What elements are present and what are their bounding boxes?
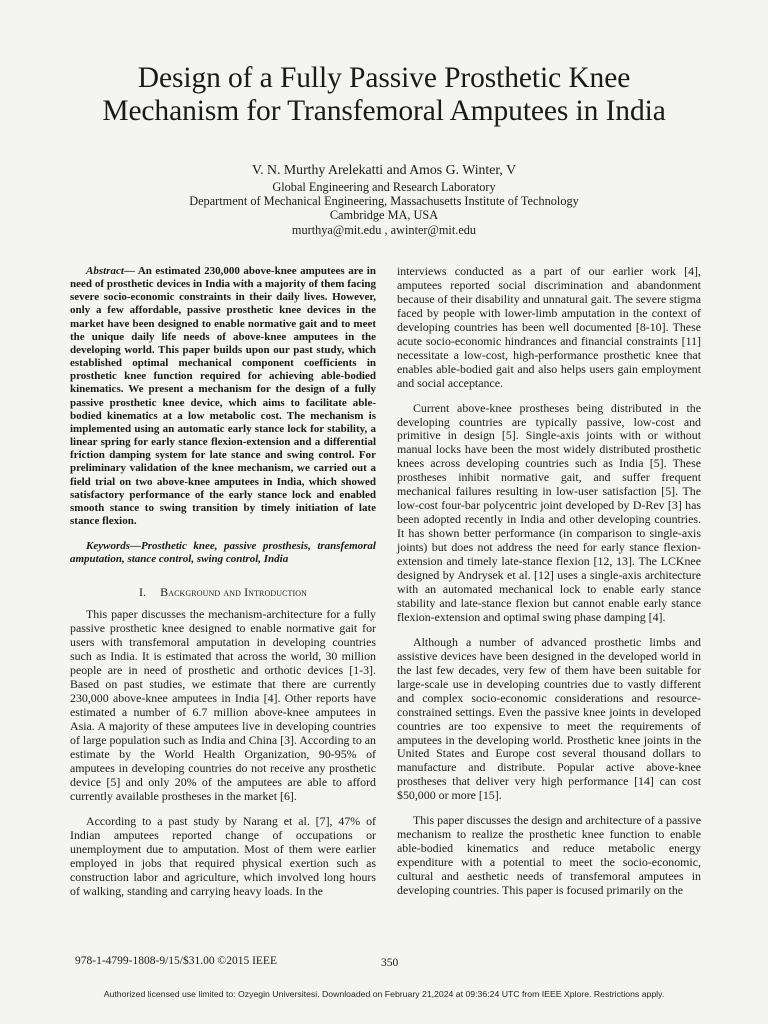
body-paragraph: interviews conducted as a part of our earlier work [4], amputees reported social discrimination and abandonment because of their disability and unnatural gait. The severe stigma faced by people with lower-limb amputation in the context of developing countries has been well documented [8-10]. These acute socio-economic hindrances and financial constraints [11] necessitate a low-cost, high-performance prosthetic knee that enables able-bodied gait and also helps users gain employment and social acceptance.	[397, 264, 701, 390]
keywords: Keywords—Prosthetic knee, passive prosthesis, transfemoral amputation, stance control, swing control, India	[70, 540, 376, 566]
affiliation-location: Cambridge MA, USA	[329, 208, 439, 223]
affiliation-block	[40, 180, 728, 237]
left-column	[70, 265, 376, 909]
section-number: I.	[138, 585, 147, 600]
abstract-text: — An estimated 230,000 above-knee amputees are in need of prosthetic devices in India with a majority of them facing severe socio-economic constraints in their daily lives. However, only a few affordable, passive prosthetic knee devices in the market have been designed to enable normative gait and to meet the unique daily life needs of above-knee amputees in the developing world. This paper builds upon our past study, which established optimal mechanical component coefficients in prosthetic knee function required for achieving able-bodied kinematics. We present a mechanism for the design of a fully passive prosthetic knee device, which aims to facilitate able-bodied kinematics at a low metabolic cost. The mechanism is implemented using an automatic early stance lock for stability, a linear spring for early stance flexion-extension and a differential friction damping system for late stance and swing control. For preliminary validation of the knee mechanism, we carried out a field trial on two above-knee amputees in India, which showed satisfactory performance of the early stance lock and enabled smooth stance to swing transition by timely initiation of late stance flexion.	[70, 265, 376, 527]
abstract	[70, 265, 376, 528]
section-heading	[70, 586, 376, 600]
page-number: 350	[381, 957, 399, 969]
copyright-line: 978-1-4799-1808-9/15/$31.00 ©2015 IEEE	[75, 955, 277, 967]
author-emails: murthya@mit.edu , awinter@mit.edu	[291, 222, 477, 237]
license-notice: Authorized licensed use limited to: Ozyegin Universitesi. Downloaded on February 21,2024 at 09:36:24 UTC from IEEE Xplore. Restrictions apply.	[103, 989, 665, 999]
right-column	[397, 265, 701, 909]
section-title: Background and Introduction	[160, 585, 308, 600]
author-list: V. N. Murthy Arelekatti and Amos G. Winter, V	[251, 162, 517, 177]
affiliation-department: Department of Mechanical Engineering, Massachusetts Institute of Technology	[189, 194, 579, 209]
body-paragraph: This paper discusses the mechanism-architecture for a fully passive prosthetic knee designed to enable normative gait for users with transfemoral amputation in developing countries such as India. It is estimated that across the world, 30 million people are in need of prosthetic and orthotic devices [1-3]. Based on past studies, we estimate that there are currently 230,000 above-knee amputees in India [4]. Other reports have estimated a number of 6.7 million above-knee amputees in Asia. A majority of these amputees live in developing countries of large population such as India and China [3]. According to an estimate by the World Health Organization, 90-95% of amputees in developing countries do not receive any prosthetic device [5] and only 20% of the amputees are able to afford currently available prostheses in the market [6].	[70, 607, 376, 803]
body-paragraph: This paper discusses the design and architecture of a passive mechanism to realize the prosthetic knee function to enable able-bodied kinematics and reduce metabolic energy expenditure with a potential to meet the socio-economic, cultural and aesthetic needs of transfemoral amputees in developing countries. This paper is focused primarily on the	[397, 813, 701, 898]
body-paragraph: Although a number of advanced prosthetic limbs and assistive devices have been designed in the developed world in the last few decades, very few of them have been suitable for large-scale use in developing countries due to vastly different and complex socio-economic considerations and resource-constrained settings. Even the passive knee joints in developed countries are too expensive to meet the requirements of amputees in the developing world. Prosthetic knee joints in the United States and Europe cost several thousand dollars to manufacture and distribute. Popular active above-knee prostheses that deliver very high performance [14] can cost $50,000 or more [15].	[397, 634, 701, 803]
body-paragraph: According to a past study by Narang et al. [7], 47% of Indian amputees reported change of occupations or unemployment due to amputation. Most of them were earlier employed in jobs that required physical exertion such as construction labor and agriculture, which involved long hours of walking, standing and carrying heavy loads. In the	[70, 813, 376, 898]
paper-title-line-2: Mechanism for Transfemoral Amputees in India	[102, 95, 666, 127]
paper-title-line-1: Design of a Fully Passive Prosthetic Knee	[137, 62, 631, 94]
affiliation-lab: Global Engineering and Research Laboratory	[272, 180, 496, 194]
abstract-label: Abstract	[86, 265, 124, 277]
paper-title	[40, 62, 728, 128]
body-paragraph: Current above-knee prostheses being distributed in the developing countries are typically passive, low-cost and primitive in design [5]. Single-axis joints with or without manual locks have been the most widely distributed prosthetic knees across developing countries such as India [5]. These prostheses inhibit normative gait, and suffer frequent mechanical failures resulting in low-user satisfaction [5]. The low-cost four-bar polycentric joint developed by D-Rev [3] has been adopted recently in India and other developing countries. It has shown better performance (in comparison to single-axis joints) but does not address the need for early stance flexion-extension and timely late-stance flexion [12, 13]. The LCKnee designed by Andrysek et al. [12] uses a single-axis architecture with an automated mechanical lock to enable early stance stability and late-stance flexion but cannot enable early stance flexion-extension and optimal swing phase damping [4].	[397, 400, 701, 624]
